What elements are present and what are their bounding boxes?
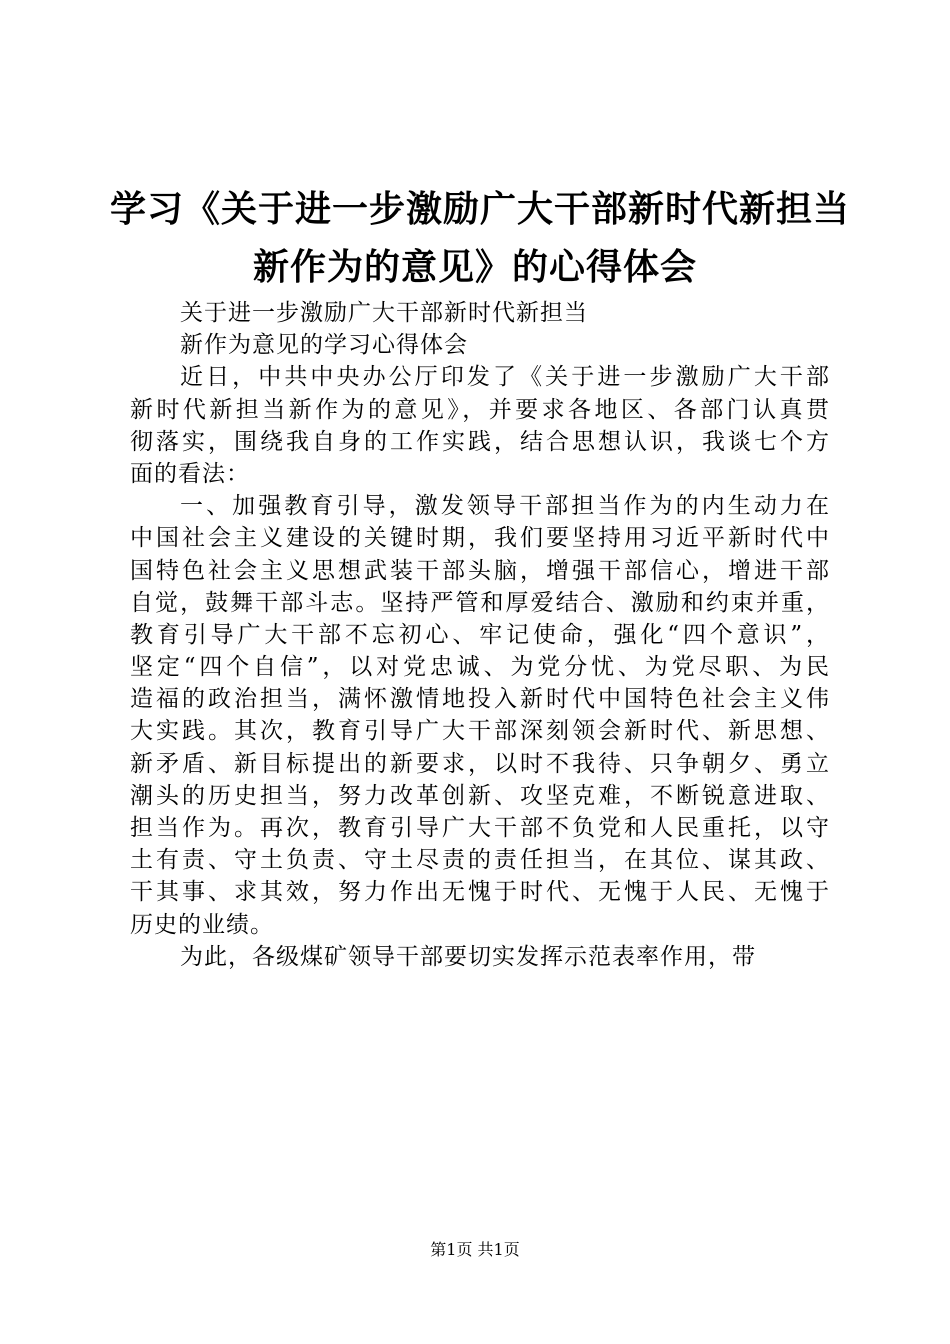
paragraph-line: 土有责、守土负责、守土尽责的责任担当，在其位、谋其政、 [130,847,830,874]
subtitle-line-1: 关于进一步激励广大干部新时代新担当 [180,300,588,326]
paragraph-line: 历史的业绩。 [130,911,274,938]
subtitle-line-2: 新作为意见的学习心得体会 [180,332,468,359]
paragraph-line: 潮头的历史担当，努力改革创新、攻坚克难，不断锐意进取、 [130,782,830,809]
document-title-line-2: 新作为的意见》的心得体会 [252,247,697,288]
paragraph-line: 新时代新担当新作为的意见》，并要求各地区、各部门认真贯 [130,396,830,423]
paragraph-line: 新矛盾、新目标提出的新要求，以时不我待、只争朝夕、勇立 [130,750,830,777]
paragraph-line: 造福的政治担当，满怀激情地投入新时代中国特色社会主义伟 [130,686,830,713]
paragraph-line: 坚定“四个自信”，以对党忠诚、为党分忧、为党尽职、为民 [130,654,830,681]
paragraph-line: 大实践。其次，教育引导广大干部深刻领会新时代、新思想、 [130,718,830,745]
paragraph-line: 干其事、求其效，努力作出无愧于时代、无愧于人民、无愧于 [130,879,830,906]
paragraph-line: 国特色社会主义思想武装干部头脑，增强干部信心，增进干部 [130,557,830,584]
document-body [130,297,830,973]
document-title-line-1: 学习《关于进一步激励广大干部新时代新担当 [110,189,851,230]
paragraph-line: 自觉，鼓舞干部斗志。坚持严管和厚爱结合、激励和约束并重， [130,589,830,616]
paragraph-line: 一、加强教育引导，激发领导干部担当作为的内生动力在 [180,493,830,520]
paragraph-line: 教育引导广大干部不忘初心、牢记使命，强化“四个意识”， [130,621,830,648]
paragraph-line: 面的看法： [130,460,250,487]
paragraph-line: 彻落实，围绕我自身的工作实践，结合思想认识，我谈七个方 [130,428,830,455]
paragraph-line: 中国社会主义建设的关键时期，我们要坚持用习近平新时代中 [130,525,830,552]
page-number-footer: 第1页 共1页 [430,1240,520,1259]
paragraph-line: 近日，中共中央办公厅印发了《关于进一步激励广大干部 [180,364,830,391]
paragraph-line: 担当作为。再次，教育引导广大干部不负党和人民重托，以守 [130,815,830,841]
paragraph-line: 为此，各级煤矿领导干部要切实发挥示范表率作用，带 [180,943,756,970]
